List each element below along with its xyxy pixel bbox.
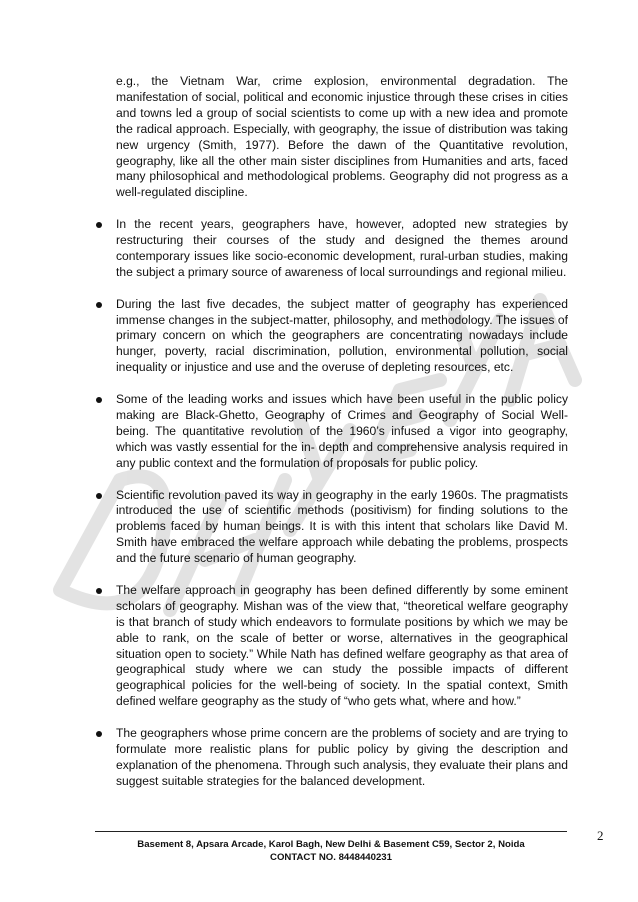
list-item-text: In the recent years, geographers have, however, adopted new strategies by restructuring their courses of the study and designed the themes around contemporary issues like socio-economic development, rural-urban studies, making the subject a primary source of awareness of local surroundings and regional milieu. [116, 217, 568, 279]
list-item [92, 488, 568, 568]
list-item [92, 583, 568, 710]
list-item-text: Scientific revolution paved its way in geography in the early 1960s. The pragmatists introduced the use of scientific methods (positivism) for finding solutions to the problems faced by human beings. It is with this intent that scholars like David M. Smith have embraced the welfare approach while debating the problems, prospects and the future scenario of human geography. [116, 487, 568, 566]
intro-paragraph: e.g., the Vietnam War, crime explosion, environmental degradation. The manifestation of social, political and economic injustice through these crises in cities and towns led a group of social scientists to come up with a new idea and promote the radical approach. Especially, with geography, the issue of distribution was taking new urgency (Smith, 1977). Before the dawn of the Quantitative revolution, geography, like all the other main sister disciplines from Humanities and arts, faced many philosophical and methodological problems. Geography did not progress as a well-regulated discipline. [116, 74, 568, 200]
list-item-text: The welfare approach in geography has been defined differently by some eminent scholars of geography. Mishan was of the view that, “theoretical welfare geography is that branch of study which endeavors to formulate positions by which we may be able to rank, on the scale of better or worse, alternatives in the geographical situation open to society.” While Nath has defined welfare geography as that area of geographical study where we can study the possible impacts of different geographical policies for the well-being of society. In the spatial context, Smith defined welfare geography as the study of “who gets what, where and how.” [116, 582, 568, 709]
bullet-list [92, 217, 568, 790]
main-text [92, 74, 568, 790]
bullet-icon [96, 493, 102, 499]
list-item-text: During the last five decades, the subject matter of geography has experienced immense changes in the subject-matter, philosophy, and methodology. The issues of primary concern on which the geographers are concentrating nowadays include hunger, poverty, racial discrimination, pollution, environmental pollution, social inequality or injustice and use and the overuse of depleting resources, etc. [116, 296, 568, 375]
footer-address: Basement 8, Apsara Arcade, Karol Bagh, New Delhi & Basement C59, Sector 2, Noida [137, 839, 525, 850]
bullet-icon [96, 222, 102, 228]
bullet-icon [96, 397, 102, 403]
footer-contact: CONTACT NO. 8448440231 [270, 852, 392, 863]
bullet-icon [96, 302, 102, 308]
list-item [92, 392, 568, 472]
bullet-icon [96, 731, 102, 737]
list-item [92, 297, 568, 377]
list-item [92, 726, 568, 790]
bullet-icon [96, 588, 102, 594]
list-item-text: Some of the leading works and issues which have been useful in the public policy making are Black-Ghetto, Geography of Crimes and Geography of Social Well-being. The quantitative revolution of the 1960’s infused a vigor into geography, which was vastly essential for the in- depth and comprehensive analysis required in any public context and the formulation of proposals for public policy. [116, 392, 568, 470]
list-item [92, 217, 568, 281]
page-number: 2 [597, 828, 604, 843]
list-item-text: The geographers whose prime concern are the problems of society and are trying to formulate more realistic plans for public policy by giving the description and explanation of the phenomena. Through such analysis, they evaluate their plans and suggest suitable strategies for the balanced development. [116, 726, 568, 788]
footer [95, 838, 567, 864]
footer-divider [95, 831, 567, 832]
